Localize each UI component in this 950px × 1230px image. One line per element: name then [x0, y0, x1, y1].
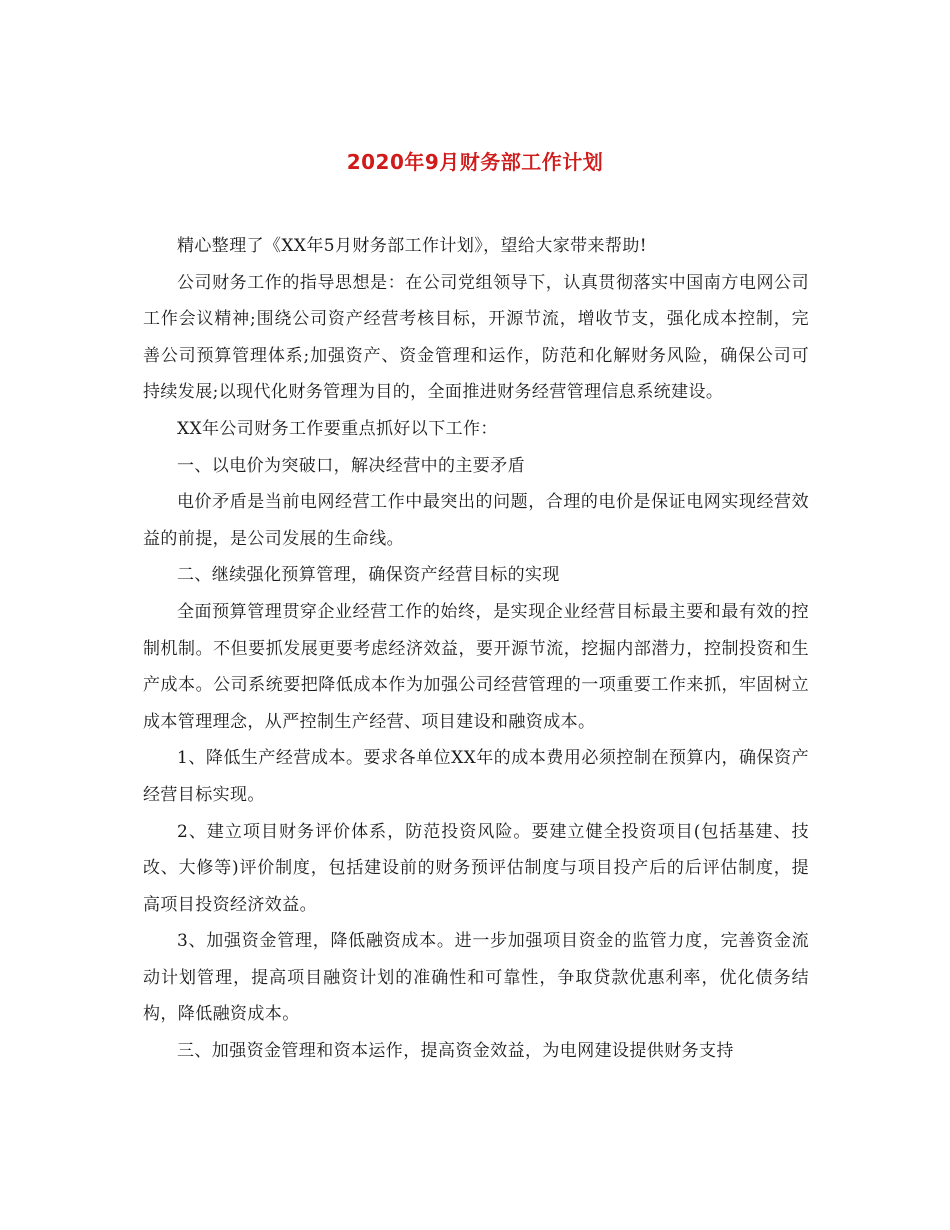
paragraph-intro: 精心整理了《XX年5月财务部工作计划》，望给大家带来帮助!	[177, 236, 647, 256]
item-3-funds: 3、加强资金管理，降低融资成本。进一步加强项目资金的监管力度，完善资金流动计划管理，提高项目融资计划的准确性和可靠性，争取贷款优惠利率，优化债务结构，降低融资成本。	[143, 931, 809, 1025]
paragraph-budget: 全面预算管理贯穿企业经营工作的始终，是实现企业经营目标最主要和最有效的控制机制。不但要抓发展更要考虑经济效益，要开源节流，挖掘内部潜力，控制投资和生产成本。公司系统要把降低成本作为加强公司经营管理的一项重要工作来抓，牢固树立成本管理理念，从严控制生产经营、项目建设和融资成本。	[143, 601, 809, 732]
paragraph-key-work: XX年公司财务工作要重点抓好以下工作：	[177, 418, 498, 439]
item-1-cost: 1、降低生产经营成本。要求各单位XX年的成本费用必须控制在预算内，确保资产经营目标实现。	[143, 748, 809, 805]
paragraph-price: 电价矛盾是当前电网经营工作中最突出的问题，合理的电价是保证电网实现经营效益的前提，是公司发展的生命线。	[143, 492, 809, 549]
paragraph-guiding-idea: 公司财务工作的指导思想是：在公司党组领导下，认真贯彻落实中国南方电网公司工作会议精神;围绕公司资产经营考核目标，开源节流，增收节支，强化成本控制，完善公司预算管理体系;加强资产、资金管理和运作，防范和化解财务风险，确保公司可持续发展;以现代化财务管理为目的，全面推进财务经营管理信息系统建设。	[143, 272, 809, 403]
item-2-evaluation: 2、建立项目财务评价体系，防范投资风险。要建立健全投资项目(包括基建、技改、大修等)评价制度，包括建设前的财务预评估制度与项目投产后的后评估制度，提高项目投资经济效益。	[143, 821, 809, 915]
document-body	[143, 228, 809, 1070]
section-heading-1: 一、以电价为突破口，解决经营中的主要矛盾	[177, 455, 525, 476]
document-title: 2020年9月财务部工作计划	[346, 150, 604, 174]
section-heading-2: 二、继续强化预算管理，确保资产经营目标的实现	[177, 565, 560, 586]
section-heading-3: 三、加强资金管理和资本运作，提高资金效益，为电网建设提供财务支持	[177, 1041, 734, 1062]
